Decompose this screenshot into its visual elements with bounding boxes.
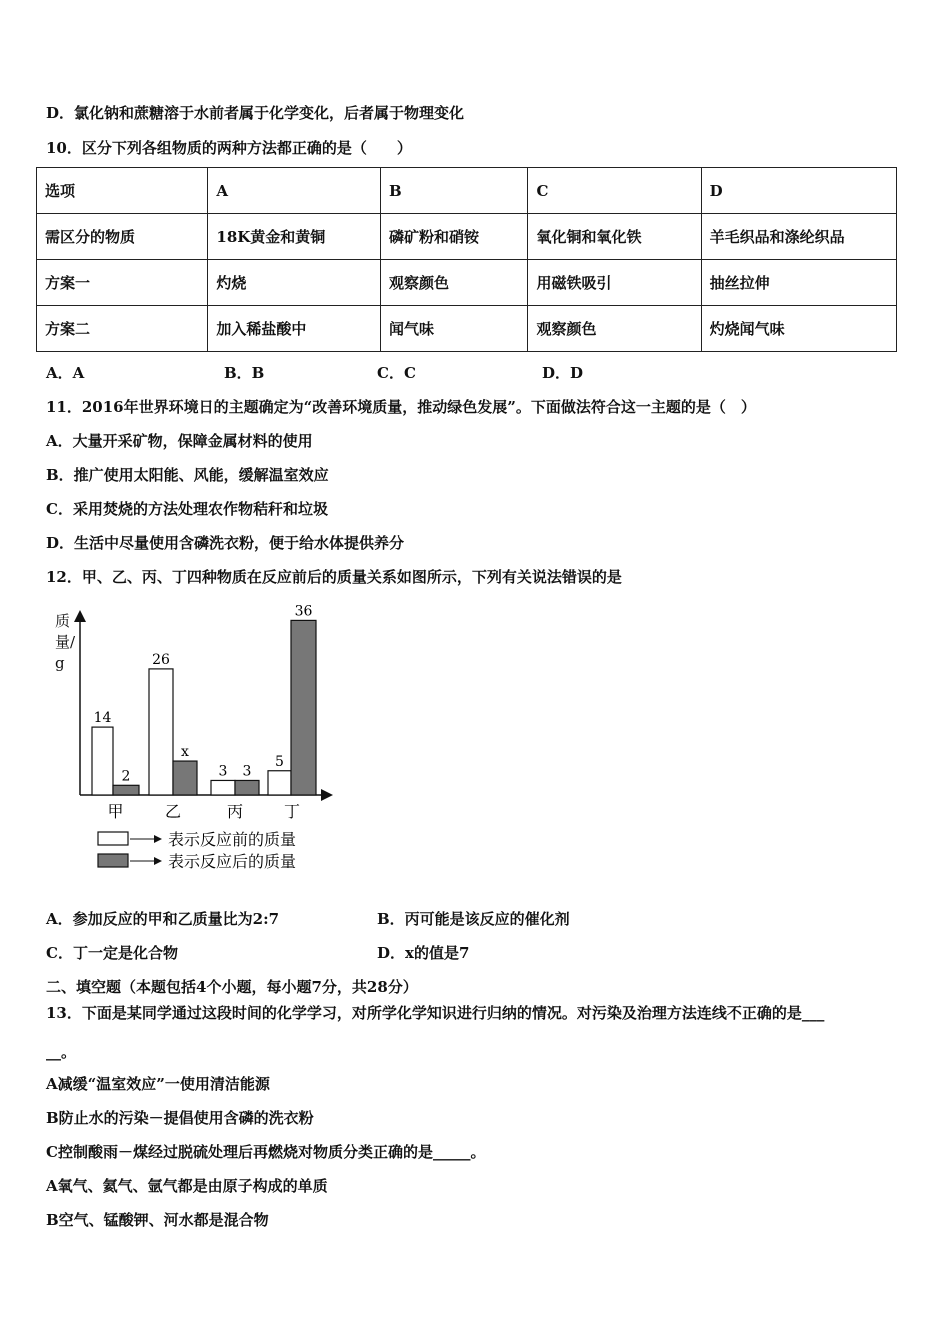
table-cell: 加入稀盐酸中: [208, 306, 381, 352]
q10-option-d: D．D: [542, 364, 584, 382]
y-axis-label: 质量/g: [55, 612, 76, 672]
q13-stem: 13．下面是某同学通过这段时间的化学学习，对所学化学知识进行归纳的情况。对污染及治理方法连线不正确的是___: [46, 1004, 825, 1022]
category-label: 甲: [107, 802, 124, 821]
q13-stem-cont: __。: [46, 1043, 77, 1061]
q13-line-5: B空气、锰酸钾、河水都是混合物: [46, 1211, 269, 1229]
data-label: 3: [218, 763, 228, 780]
table-cell: 18K黄金和黄铜: [208, 214, 381, 260]
q13-line-2: B防止水的污染－提倡使用含磷的洗衣粉: [46, 1109, 314, 1127]
q12-option-a: A．参加反应的甲和乙质量比为2:7: [46, 910, 280, 928]
q13-line-3: C控制酸雨－煤经过脱硫处理后再燃烧对物质分类正确的是_____。: [46, 1143, 486, 1161]
bar-丙-after: [235, 780, 259, 795]
bar-乙-before: [149, 669, 173, 795]
table-cell: B: [381, 168, 528, 214]
table-cell: D: [701, 168, 896, 214]
table-cell: 灼烧闻气味: [701, 306, 896, 352]
q11-option-a: A．大量开采矿物，保障金属材料的使用: [46, 432, 313, 450]
q10-option-c: C．C: [377, 364, 416, 382]
table-cell: 选项: [37, 168, 208, 214]
category-label: 乙: [164, 802, 182, 821]
data-label: 5: [275, 753, 284, 770]
bar-甲-before: [92, 727, 113, 795]
q11-option-c: C．采用焚烧的方法处理农作物秸秆和垃圾: [46, 500, 328, 518]
data-label: 14: [93, 710, 112, 727]
data-label: 2: [121, 768, 131, 785]
q10-option-a: A．A: [46, 364, 85, 382]
data-label: x: [181, 744, 189, 761]
table-cell: 观察颜色: [381, 260, 528, 306]
table-cell: 用磁铁吸引: [528, 260, 701, 306]
bar-甲-after: [113, 785, 139, 795]
category-label: 丁: [283, 802, 301, 821]
table-cell: 需区分的物质: [37, 214, 208, 260]
q12-option-c: C．丁一定是化合物: [46, 944, 178, 962]
table-cell: 观察颜色: [528, 306, 701, 352]
table-cell: 羊毛织品和涤纶织品: [701, 214, 896, 260]
q11-option-b: B．推广使用太阳能、风能，缓解温室效应: [46, 466, 329, 484]
table-cell: A: [208, 168, 381, 214]
table-cell: 灼烧: [208, 260, 381, 306]
bar-乙-after: [173, 761, 197, 795]
legend-swatch: [98, 854, 128, 867]
q9-option-d: D．氯化钠和蔗糖溶于水前者属于化学变化，后者属于物理变化: [46, 104, 465, 122]
table-cell: 磷矿粉和硝铵: [381, 214, 528, 260]
data-label: 3: [242, 763, 252, 780]
table-cell: 方案一: [37, 260, 208, 306]
legend-label: 表示反应后的质量: [168, 852, 297, 871]
table-cell: 方案二: [37, 306, 208, 352]
data-label: 26: [152, 651, 170, 668]
table-cell: 抽丝拉伸: [701, 260, 896, 306]
legend-swatch: [98, 832, 128, 845]
bar-丙-before: [211, 780, 235, 795]
data-label: 36: [294, 603, 313, 620]
q12-option-b: B．丙可能是该反应的催化剂: [377, 910, 570, 928]
section-2-heading: 二、填空题（本题包括4个小题，每小题7分，共28分）: [46, 978, 418, 996]
q10-option-b: B．B: [224, 364, 265, 382]
q11-stem: 11．2016年世界环境日的主题确定为“改善环境质量，推动绿色发展”。下面做法符合这一主题的是（ ）: [46, 398, 756, 416]
q13-line-4: A氧气、氦气、氩气都是由原子构成的单质: [46, 1177, 328, 1195]
q11-option-d: D．生活中尽量使用含磷洗衣粉，便于给水体提供养分: [46, 534, 405, 552]
q12-stem: 12．甲、乙、丙、丁四种物质在反应前后的质量关系如图所示，下列有关说法错误的是: [46, 568, 622, 586]
bar-丁-before: [268, 771, 291, 795]
table-cell: 闻气味: [381, 306, 528, 352]
q10-stem: 10．区分下列各组物质的两种方法都正确的是（ ）: [46, 139, 412, 157]
legend-label: 表示反应前的质量: [168, 830, 297, 849]
category-label: 丙: [226, 802, 244, 821]
q12-option-d: D．x的值是7: [377, 944, 470, 962]
table-cell: 氧化铜和氧化铁: [528, 214, 701, 260]
q13-line-1: A减缓“温室效应”一使用清洁能源: [46, 1075, 270, 1093]
bar-丁-after: [291, 620, 316, 795]
table-cell: C: [528, 168, 701, 214]
